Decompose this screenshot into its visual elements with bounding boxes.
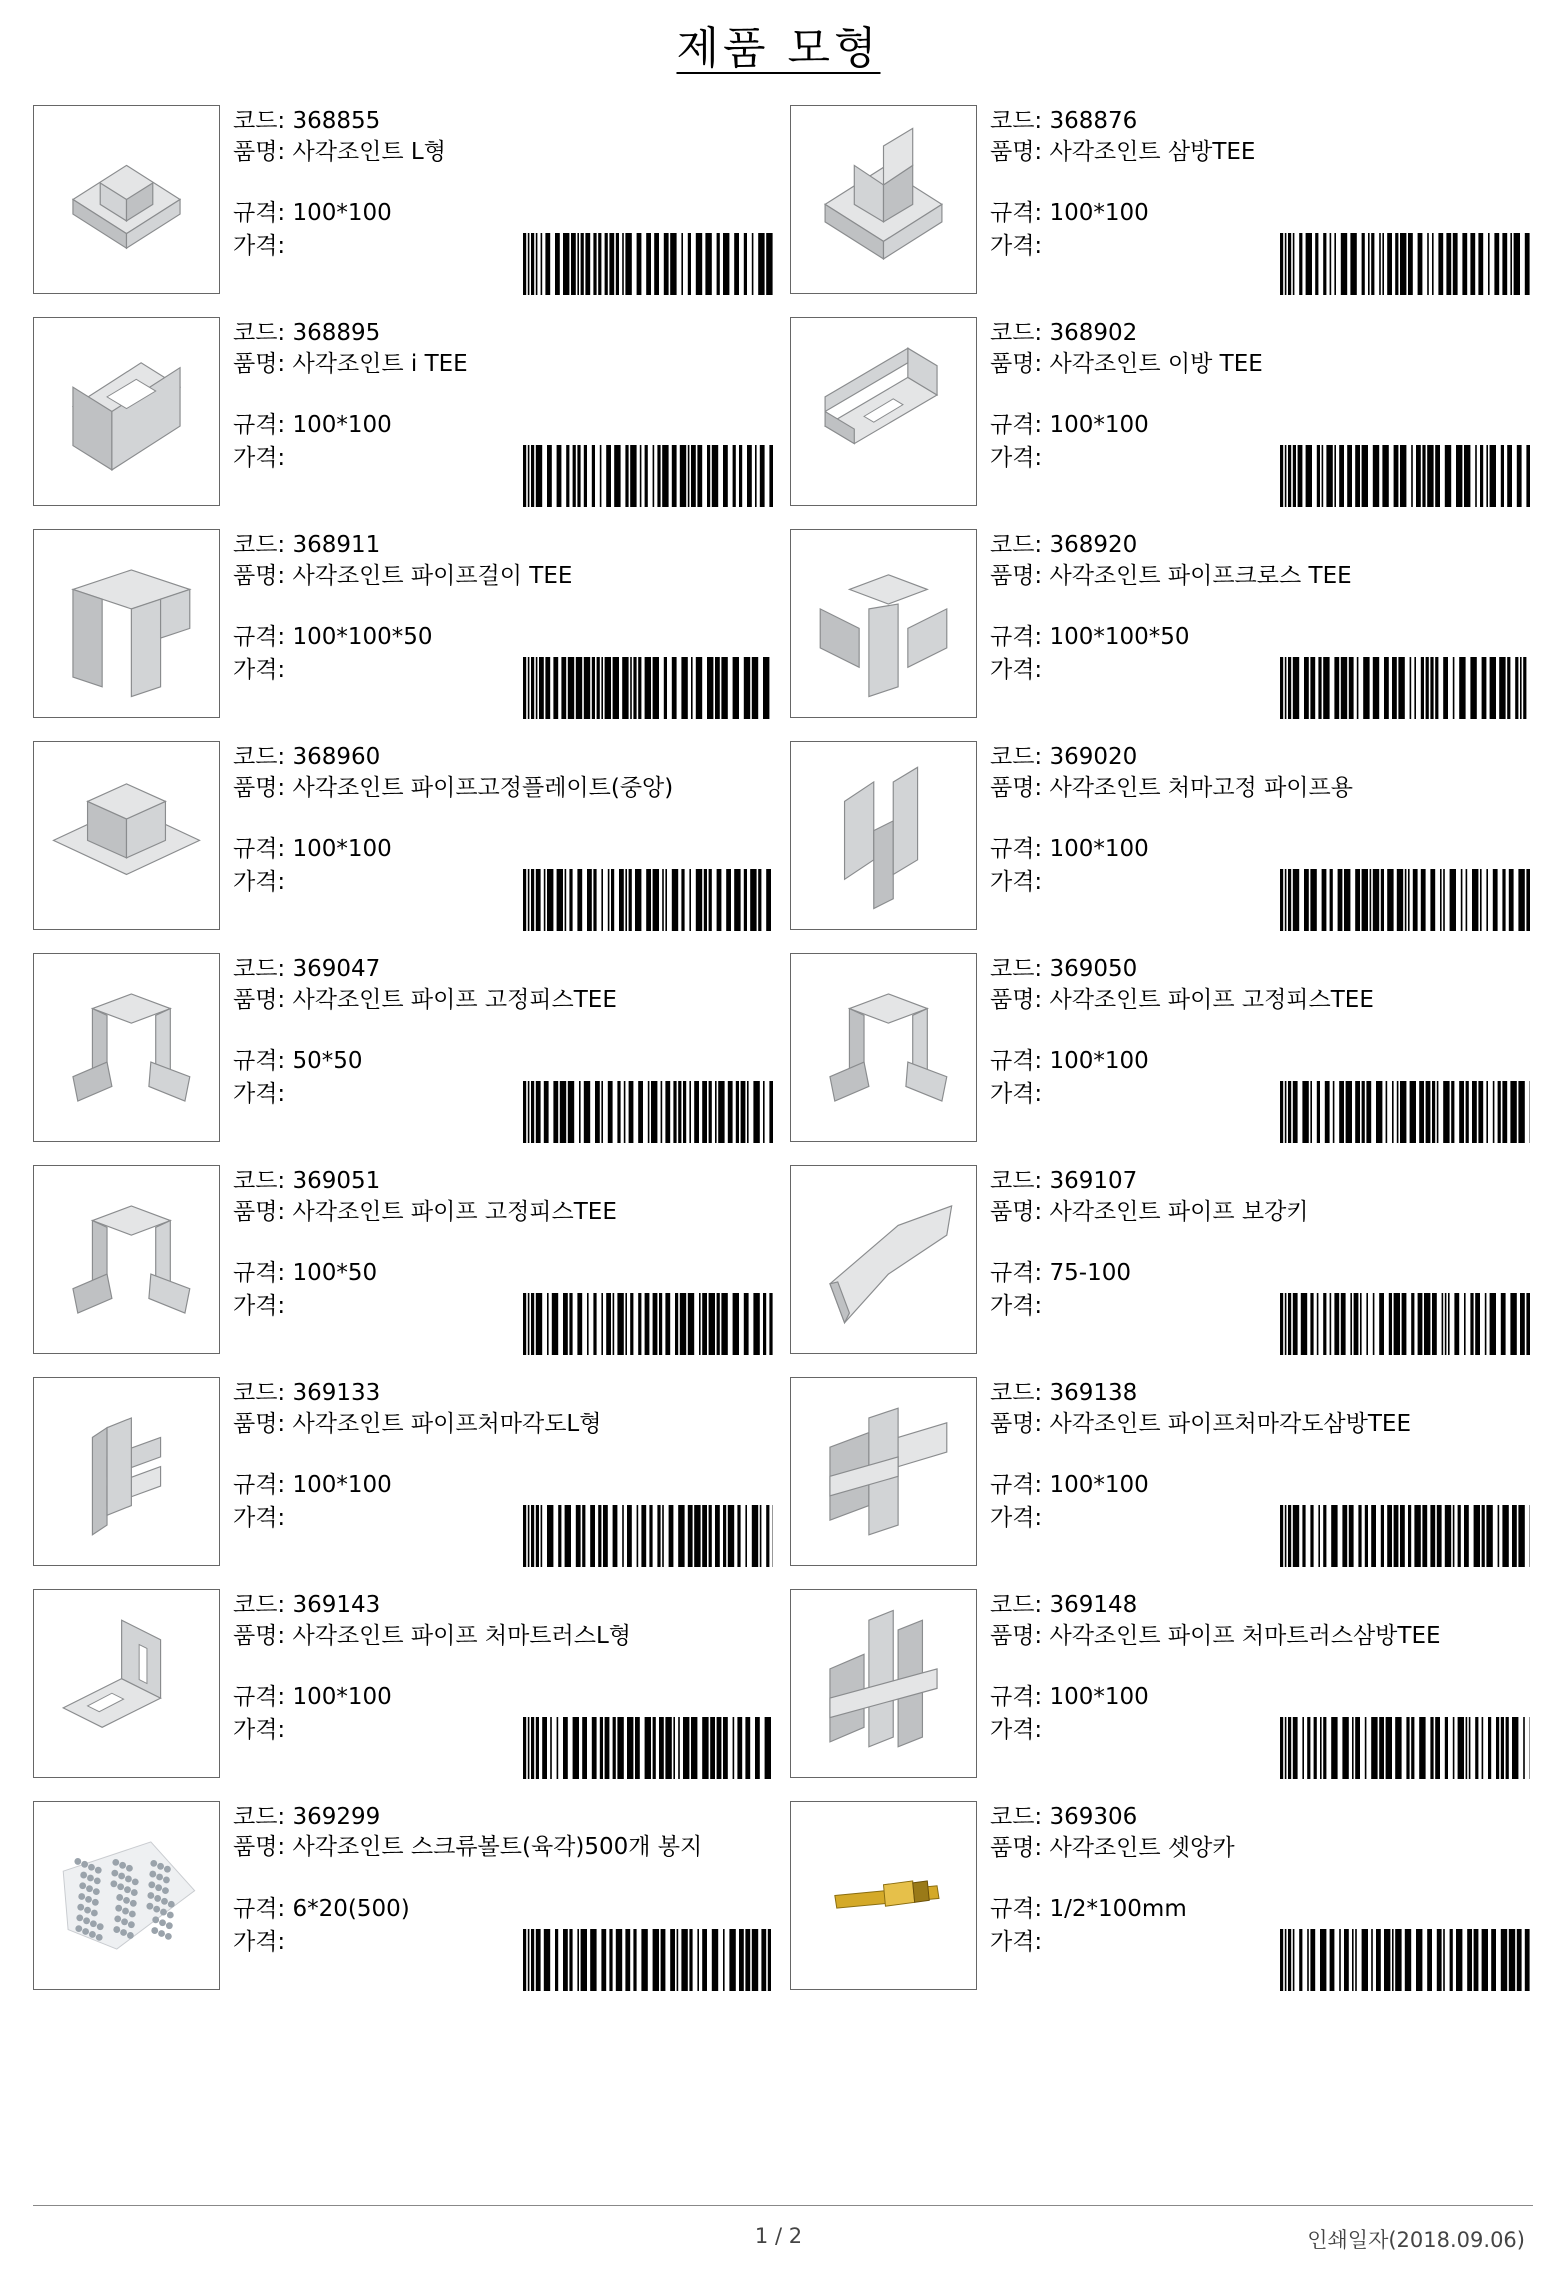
product-image [33,317,220,506]
pipe-fix-piece-tee-icon [34,954,219,1141]
product-card [33,529,793,721]
product-spec: 규격: 100*100 [990,200,1149,226]
product-name: 품명: 사각조인트 i TEE [233,351,468,377]
barcode [1280,445,1530,507]
product-code: 코드: 368911 [233,532,381,558]
barcode [523,1505,773,1567]
product-image [790,1165,977,1354]
square-joint-2way-tee-icon [791,318,976,505]
product-name: 품명: 사각조인트 파이프 보강키 [990,1199,1309,1225]
product-name: 품명: 사각조인트 셋앙카 [990,1835,1235,1861]
product-spec: 규격: 100*100 [990,836,1149,862]
product-name: 품명: 사각조인트 파이프 처마트러스L형 [233,1623,631,1649]
product-price: 가격: [233,1293,286,1319]
product-card [790,105,1550,297]
product-spec: 규격: 100*100 [233,412,392,438]
product-image [790,529,977,718]
pipe-reinforce-key-icon [791,1166,976,1353]
product-spec: 규격: 75-100 [990,1260,1131,1286]
barcode [1280,233,1530,295]
product-price: 가격: [233,869,286,895]
product-card [33,1377,793,1569]
eave-truss-3way-tee-icon [791,1590,976,1777]
product-card [33,105,793,297]
product-image [33,529,220,718]
product-card [790,741,1550,933]
square-joint-l-icon [34,106,219,293]
eave-fix-bracket-icon [791,742,976,929]
product-price: 가격: [990,1717,1043,1743]
product-price: 가격: [990,233,1043,259]
product-price: 가격: [990,1293,1043,1319]
product-card [33,1589,793,1781]
product-code: 코드: 369107 [990,1168,1138,1194]
product-image [790,1377,977,1566]
product-image [790,741,977,930]
barcode [523,445,773,507]
product-image [790,317,977,506]
product-code: 코드: 369050 [990,956,1138,982]
barcode [523,1717,773,1779]
product-name: 품명: 사각조인트 이방 TEE [990,351,1263,377]
product-price: 가격: [990,1081,1043,1107]
product-spec: 규격: 100*100 [990,1472,1149,1498]
product-image [790,105,977,294]
product-spec: 규격: 6*20(500) [233,1896,410,1922]
page-number: 1 / 2 [754,2224,803,2248]
barcode [1280,869,1530,931]
product-name: 품명: 사각조인트 파이프고정플레이트(중앙) [233,775,674,801]
eave-truss-l-icon [34,1590,219,1777]
product-spec: 규격: 50*50 [233,1048,363,1074]
product-spec: 규격: 100*100 [233,836,392,862]
product-code: 코드: 369047 [233,956,381,982]
product-image [33,105,220,294]
barcode [1280,1293,1530,1355]
product-name: 품명: 사각조인트 L형 [233,139,446,165]
barcode [1280,1929,1530,1991]
product-price: 가격: [990,869,1043,895]
product-code: 코드: 369306 [990,1804,1138,1830]
set-anchor-icon [791,1802,976,1989]
pipe-fix-piece-tee-icon [791,954,976,1141]
barcode [1280,1081,1530,1143]
square-joint-3way-tee-icon [791,106,976,293]
product-spec: 규격: 100*100*50 [233,624,433,650]
product-card [790,529,1550,721]
product-card [790,1165,1550,1357]
product-image [33,1801,220,1990]
product-name: 품명: 사각조인트 파이프 고정피스TEE [233,1199,617,1225]
product-name: 품명: 사각조인트 처마고정 파이프용 [990,775,1353,801]
pipe-hanger-tee-icon [34,530,219,717]
product-price: 가격: [990,1505,1043,1531]
product-image [790,953,977,1142]
screw-bolt-bag-icon [34,1802,219,1989]
product-card [790,953,1550,1145]
product-price: 가격: [990,657,1043,683]
product-name: 품명: 사각조인트 파이프처마각도L형 [233,1411,602,1437]
product-card [33,317,793,509]
product-name: 품명: 사각조인트 파이프처마각도삼방TEE [990,1411,1411,1437]
product-price: 가격: [233,233,286,259]
product-name: 품명: 사각조인트 스크류볼트(육각)500개 봉지 [233,1834,703,1860]
product-spec: 규격: 100*50 [233,1260,378,1286]
product-name: 품명: 사각조인트 파이프 처마트러스삼방TEE [990,1623,1441,1649]
print-date: 인쇄일자(2018.09.06) [1307,2228,1525,2252]
pipe-cross-tee-icon [791,530,976,717]
product-image [33,1589,220,1778]
product-spec: 규격: 100*100 [233,1684,392,1710]
pipe-fix-plate-icon [34,742,219,929]
eave-angle-3way-tee-icon [791,1378,976,1565]
product-code: 코드: 369051 [233,1168,381,1194]
product-card [790,317,1550,509]
barcode [523,869,773,931]
product-price: 가격: [233,445,286,471]
product-name: 품명: 사각조인트 파이프걸이 TEE [233,563,573,589]
barcode [523,1081,773,1143]
product-image [790,1589,977,1778]
product-price: 가격: [233,1929,286,1955]
product-code: 코드: 369133 [233,1380,381,1406]
product-spec: 규격: 1/2*100mm [990,1896,1187,1922]
product-name: 품명: 사각조인트 파이프 고정피스TEE [233,987,617,1013]
barcode [1280,657,1530,719]
product-spec: 규격: 100*100 [990,412,1149,438]
product-price: 가격: [990,445,1043,471]
barcode [1280,1505,1530,1567]
barcode [523,1929,773,1991]
product-code: 코드: 368960 [233,744,381,770]
product-image [33,1165,220,1354]
product-card [790,1801,1550,1993]
product-spec: 규격: 100*100 [990,1684,1149,1710]
product-name: 품명: 사각조인트 삼방TEE [990,139,1256,165]
product-image [33,741,220,930]
product-code: 코드: 368902 [990,320,1138,346]
barcode [1280,1717,1530,1779]
product-image [33,953,220,1142]
product-code: 코드: 369299 [233,1804,381,1830]
product-card [33,1165,793,1357]
product-code: 코드: 368855 [233,108,381,134]
product-card [33,1801,793,1993]
product-card [790,1589,1550,1781]
product-code: 코드: 368895 [233,320,381,346]
barcode [523,1293,773,1355]
pipe-fix-piece-tee-icon [34,1166,219,1353]
product-image [33,1377,220,1566]
product-price: 가격: [233,1717,286,1743]
product-code: 코드: 368876 [990,108,1138,134]
square-joint-i-tee-icon [34,318,219,505]
barcode [523,233,773,295]
product-image [790,1801,977,1990]
product-price: 가격: [233,1081,286,1107]
product-card [790,1377,1550,1569]
product-card [33,741,793,933]
product-spec: 규격: 100*100 [233,1472,392,1498]
product-name: 품명: 사각조인트 파이프 고정피스TEE [990,987,1374,1013]
product-spec: 규격: 100*100*50 [990,624,1190,650]
product-price: 가격: [990,1929,1043,1955]
product-spec: 규격: 100*100 [233,200,392,226]
product-price: 가격: [233,1505,286,1531]
page-title-text: 제품 모형 [676,23,881,74]
product-card [33,953,793,1145]
product-price: 가격: [233,657,286,683]
eave-angle-l-icon [34,1378,219,1565]
barcode [523,657,773,719]
footer-divider [33,2205,1533,2206]
product-code: 코드: 369138 [990,1380,1138,1406]
product-name: 품명: 사각조인트 파이프크로스 TEE [990,563,1352,589]
product-code: 코드: 369020 [990,744,1138,770]
product-spec: 규격: 100*100 [990,1048,1149,1074]
product-code: 코드: 368920 [990,532,1138,558]
product-code: 코드: 369143 [233,1592,381,1618]
product-code: 코드: 369148 [990,1592,1138,1618]
